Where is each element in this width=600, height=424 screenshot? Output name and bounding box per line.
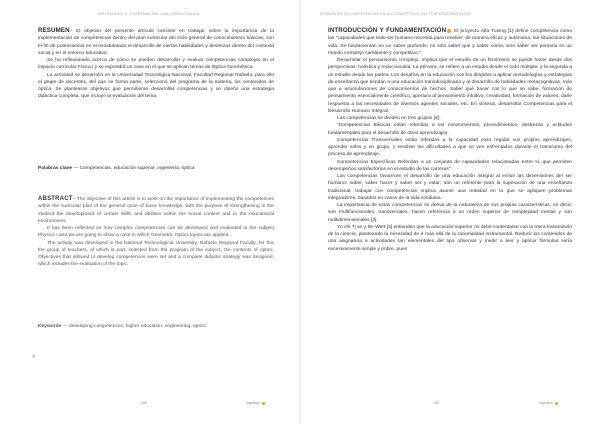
introduction-section xyxy=(328,27,572,253)
intro-heading: INTRODUCCIÓN Y FUNDAMENTACIÓN xyxy=(328,27,447,34)
brand-logo-icon xyxy=(262,402,265,405)
keywords-label: Keywords xyxy=(38,324,62,329)
body-paragraph-3: "Competencias Básicas están referidas a los conocimientos, procedimientos, destrezas y actitudes fundamentales para el desarrollo de otros aprendizajes. xyxy=(328,123,572,136)
abstract-section xyxy=(38,196,274,269)
resumen-heading: RESUMEN xyxy=(38,27,70,34)
body-paragraph-6: Las competencias favorecen el desarrollo de una educación integral al incluir las dimensiones del ser humano: saber, saber hacer y saber ser y estar; son un referente para la superación de una enseñanza tradicional, trabajar con competencias implica asumir una realidad en la que se apliquen problemas integradores, basados en casos de la vida cotidiana. xyxy=(328,174,572,201)
palabras-clave-label: Palabras clave xyxy=(38,166,72,171)
left-page-number: 156 xyxy=(141,401,147,405)
orange-dot-icon xyxy=(447,29,451,33)
left-page xyxy=(0,0,299,424)
brand-logo-icon xyxy=(555,402,558,405)
body-paragraph-4: Competencias Transversales están referidas a la capacidad para regular sus propios aprendizajes, aprender solos y en grupo, y resolver las dificultades a que se ven enfrentados durante el transcurso del proceso de aprendizaje. xyxy=(328,137,572,158)
keywords xyxy=(38,323,274,330)
body-paragraph-7: La importancia de estas competencias se deriva de la naturaleza de sus propias características, es decir: son multifuncionales, transversales, hacen referencia a un orden superior de complejidad mental y son multidimensionales [3]. xyxy=(328,203,572,223)
abstract-heading: ABSTRACT xyxy=(38,196,73,202)
resumen-paragraph-2: Se ha reflexionado acerca de cómo se pueden desarrollar y evaluar competencias complejas en el espacio curricular Física I y se expondrá un caso en el que se aplican temas de Óptica Geométrica. xyxy=(38,58,274,71)
body-paragraph-2: Las competencias se dividen en tres grupos [2]: xyxy=(337,116,441,121)
body-paragraph-5: Competencias Específicas Referidas a un conjunto de capacidades relacionadas entre sí, que permiten desempeños satisfactorios en el estudio de las carreras" xyxy=(328,159,572,172)
resumen-paragraph-3: La actividad se desarrolló en la Universidad Tecnológica Nacional, Facultad Regional Rafaela, para ello el grupo de docentes, del que se forma parte, seleccionó del programa de la materia, los contenidos de óptica. Se plantearon objetivos que permitieran desarrollar competencias y se diseñó una estrategia didáctica completa, que incluye la evaluación del tema. xyxy=(38,72,274,100)
left-footer-brand-text: Ingenium xyxy=(246,401,260,405)
resumen-paragraph-1: – El objetivo del presente artículo consiste en trabajar sobre la importancia de la implementación de competencias dentro del plan curricular del ciclo general de conocimientos básicos, con el fin de potencializar en el estudiantado el desarrollo de ciertas habilidades y destrezas dentro del contexto social y en el entorno educativo. xyxy=(38,29,274,56)
keywords-text: — developing competences, higher education, engineering, optics xyxy=(61,324,206,329)
right-running-head: ESTRATEGIA DE COMPETENCIAS EN UN CONCEPTO DE LAS TEMPERATURAS ALTAS xyxy=(320,12,471,16)
right-footer-brand xyxy=(539,401,559,405)
right-page xyxy=(301,0,600,424)
body-paragraph-8: Yu chi Tj se y De Wert [4] entienden que la educación superior no debe contentarse con la mera transmisión de la ciencia, planteando la necesidad de ir más allá de la racionalidad instrumental. Reducir los contenidos de una asignatura a actividades tan elementales del tipo observar y medir o leer y aplicar fórmulas sería excesivamente simple y pobre, pues xyxy=(328,224,572,252)
palabras-clave xyxy=(38,165,274,172)
left-footer-brand xyxy=(246,401,266,405)
left-running-head: MIRI SALINEN, E. GUSERMAN INS. CHA UORNOV SALIGA xyxy=(98,12,200,16)
abstract-paragraph-1: – The objective of this article is to work on the importance of implementing the competences within the curricular plan of the general cycle of basic knowledge, with the purpose of strengthening in the student the development of certain skills and abilities within the social context and in the educational environment. xyxy=(38,197,274,224)
palabras-clave-text: — Competencias, educación superior, ingeniería, óptica xyxy=(72,166,195,171)
abstract-paragraph-3: The activity was developed in the National Technological University, Rafaela Regional Faculty, for this the group of teachers, of which is part, selected from the program of the subject, the contents of optics. Objectives that allowed to develop competences were set and a complete didactic strategy was designed, which includes the evaluation of the topic. xyxy=(38,240,274,268)
body-paragraph-1: Desarrollar el pensamiento complejo, implica que el estudio de un fenómeno se puede hacer desde dos perspectivas: holística y reduccionista. La primera, se refiere a un estudio desde el todo múltiple, y la segunda a un estudio desde las partes. Los desafíos en la educación son los dirigidos a aplicar metodologías y estrategias de enseñanza que tiendan a una educación transdisciplinaria y al desarrollo de habilidades metacognitivas, más que a acumulaciones de conocimientos de hechos. Saber qué hacer con lo que se sabe, formación de pensamiento esencialmente científico, apertura al pensamiento intuitivo, creatividad, formación de valores, darle respuesta a las necesidades de diversos agentes sociales, etc. En síntesis, desarrollar Competencias para el Desarrollo Humano Integral. xyxy=(328,58,572,114)
right-page-number: 157 xyxy=(434,401,440,405)
resumen-section xyxy=(38,27,274,101)
right-footer-brand-text: Ingenium xyxy=(539,401,553,405)
abstract-paragraph-2: It has been reflected on how complex competencies can be developed and evaluated in the subject Physics I and we are going to show a case in which Geometric Optics topics are applied. xyxy=(38,226,274,239)
continue-arrow-icon: » xyxy=(32,354,36,360)
intro-lead-paragraph: El proyecto Alfa Tuning [1] define competencia como las "capacidades que todo ser humano necesita para resolver, de manera eficaz y autónoma, las situaciones de vida. Se fundamentan en un saber profundo, no sólo saber qué y saber cómo, sino saber ser persona en un mundo complejo cambiante y competitivo." xyxy=(328,29,572,56)
